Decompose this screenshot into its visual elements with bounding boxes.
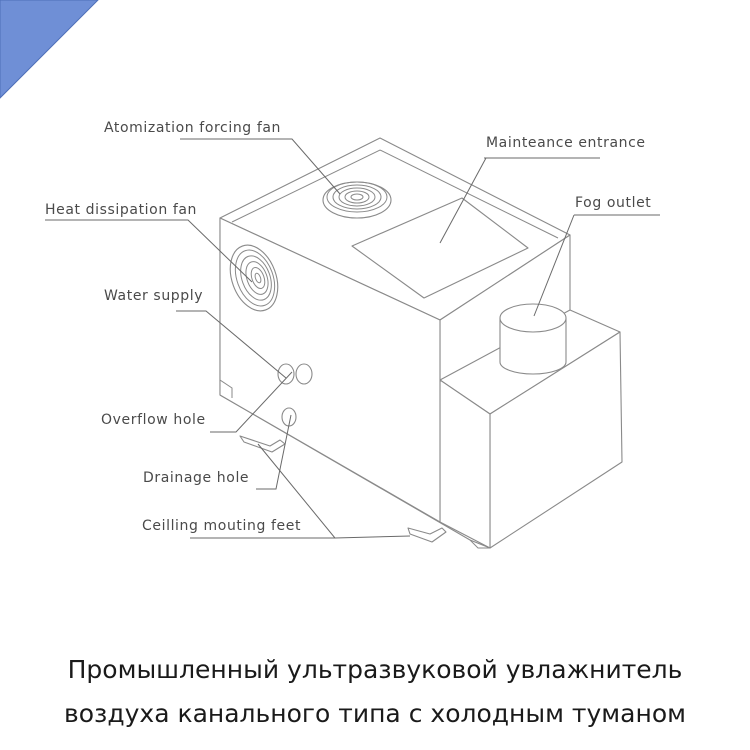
label-drainage-hole: Drainage hole bbox=[143, 470, 250, 486]
caption-line-1: Промышленный ультразвуковой увлажнитель bbox=[67, 655, 683, 684]
label-atomization-fan: Atomization forcing fan bbox=[104, 120, 282, 136]
label-water-supply: Water supply bbox=[104, 288, 204, 304]
caption-line-2: воздуха канального типа с холодным туманом bbox=[64, 699, 686, 728]
atomization-fan bbox=[323, 182, 391, 218]
label-maintenance-entrance: Mainteance entrance bbox=[486, 135, 646, 151]
label-heat-dissipation-fan: Heat dissipation fan bbox=[45, 202, 198, 218]
corner-accent bbox=[0, 0, 98, 98]
label-overflow-hole: Overflow hole bbox=[101, 412, 206, 428]
label-fog-outlet: Fog outlet bbox=[575, 195, 652, 211]
fog-outlet bbox=[500, 304, 566, 374]
label-ceiling-mounting-feet: Ceilling mouting feet bbox=[142, 518, 302, 534]
